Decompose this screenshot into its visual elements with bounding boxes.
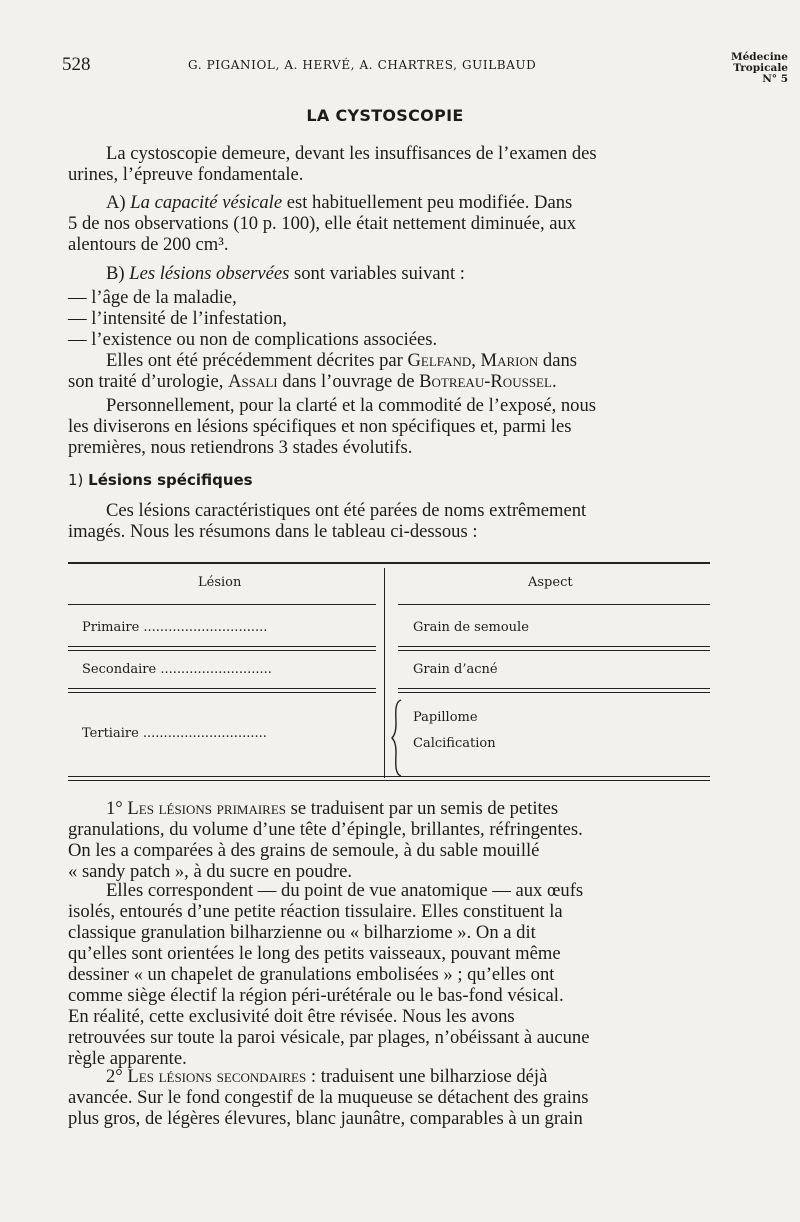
text-line: granulations, du volume d’une tête d’épingle, brillantes, réfringentes. (68, 819, 583, 840)
text-line: comme siège électif la région péri-urétérale ou le bas-fond vésical. (68, 985, 564, 1006)
text-span: . (551, 371, 557, 392)
text-span: dans l’ouvrage de (277, 371, 420, 392)
row-rule (68, 692, 376, 693)
table-row-aspect: Grain de semoule (413, 620, 529, 635)
text-line: classique granulation bilharzienne ou « bilharziome ». On a dit (68, 922, 536, 943)
authors-line: G. PIGANIOL, A. HERVÉ, A. CHARTRES, GUILBAUD (188, 58, 537, 72)
text-line (68, 1066, 710, 1087)
column-header-lesion: Lésion (198, 575, 242, 590)
text-line: 5 de nos observations (10 p. 100), elle était nettement diminuée, aux (68, 213, 577, 234)
row-rule (398, 692, 710, 693)
list-item: — l’âge de la maladie, (68, 287, 237, 308)
text-span: sont variables suivant : (289, 263, 465, 284)
row-rule (68, 604, 376, 605)
row-rule (398, 604, 710, 605)
paragraph-1 (68, 143, 710, 185)
text-line: les diviserons en lésions spécifiques et non spécifiques et, parmi les (68, 416, 572, 437)
text-line: premières, nous retiendrons 3 stades évolutifs. (68, 437, 413, 458)
list-item: — l’existence ou non de complications associées. (68, 329, 438, 350)
text-line: « sandy patch », à du sucre en poudre. (68, 861, 352, 882)
table-row-aspect: Calcification (413, 736, 496, 751)
column-header-aspect: Aspect (528, 575, 573, 590)
paragraph-9 (68, 1066, 710, 1129)
text-line: dessiner « un chapelet de granulations embolisées » ; qu’elles ont (68, 964, 555, 985)
curly-brace-icon (390, 698, 404, 778)
table-row-lesion: Secondaire ........................... (82, 662, 272, 677)
journal-name (722, 52, 788, 85)
row-rule (68, 688, 376, 689)
text-line: alentours de 200 cm³. (68, 234, 229, 255)
text-line: imagés. Nous les résumons dans le tableau ci-dessous : (68, 521, 478, 542)
text-line: En réalité, cette exclusivité doit être révisée. Nous les avons (68, 1006, 515, 1027)
text-span: , (471, 350, 481, 371)
author-name: Marion (480, 350, 539, 371)
text-line (68, 263, 710, 284)
row-rule (68, 646, 376, 647)
text-line: plus gros, de légères élevures, blanc jaunâtre, comparables à un grain (68, 1108, 583, 1129)
text-span: son traité d’urologie, (68, 371, 229, 392)
author-name: Assali (228, 371, 278, 392)
column-divider (384, 568, 385, 778)
text-line: isolés, entourés d’une petite réaction tissulaire. Elles constituent la (68, 901, 563, 922)
author-name: Gelfand (407, 350, 472, 371)
italic-term: Les lésions observées (129, 263, 290, 284)
table-row-aspect: Grain d’acné (413, 662, 498, 677)
section-number: 1) (68, 471, 89, 489)
paragraph-3 (68, 263, 710, 350)
text-line: urines, l’épreuve fondamentale. (68, 164, 304, 185)
text-span: est habituellement peu modifiée. Dans (282, 192, 573, 213)
table-row-aspect: Papillome (413, 710, 478, 725)
row-rule (398, 650, 710, 651)
journal-line-3: N° 5 (762, 73, 788, 85)
enum-label: 2° (106, 1066, 128, 1087)
page-number: 528 (62, 54, 91, 75)
italic-term: La capacité vésicale (130, 192, 283, 213)
paragraph-4 (68, 350, 710, 392)
paragraph-8 (68, 880, 710, 1069)
table-bottom-rule (68, 780, 710, 781)
text-line (68, 798, 710, 819)
paragraph-2 (68, 192, 710, 255)
table-top-rule (68, 562, 710, 564)
text-line: Personnellement, pour la clarté et la commodité de l’exposé, nous (106, 395, 597, 416)
enum-label: 1° (106, 798, 128, 819)
row-rule (68, 650, 376, 651)
paragraph-6 (68, 500, 710, 542)
text-span: dans (538, 350, 577, 371)
running-header (62, 52, 788, 92)
paragraph-7 (68, 798, 710, 882)
list-item: — l’intensité de l’infestation, (68, 308, 287, 329)
section-title: Lésions spécifiques (88, 471, 253, 489)
text-line: On les a comparées à des grains de semoule, à du sable mouillé (68, 840, 540, 861)
inline-heading: Les lésions primaires (127, 798, 287, 819)
row-rule (398, 688, 710, 689)
text-line: Ces lésions caractéristiques ont été parées de noms extrêmement (106, 500, 587, 521)
inline-heading: Les lésions secondaires (127, 1066, 307, 1087)
paragraph-5 (68, 395, 710, 458)
author-name: Botreau-Roussel (419, 371, 552, 392)
text-line: qu’elles sont orientées le long des petits vaisseaux, pouvant même (68, 943, 561, 964)
text-span: se traduisent par un semis de petites (286, 798, 559, 819)
journal-line-1: Médecine (730, 51, 788, 63)
text-line: retrouvées sur toute la paroi vésicale, par plages, n’obéissant à aucune (68, 1027, 590, 1048)
text-line: La cystoscopie demeure, devant les insuffisances de l’examen des (106, 143, 597, 164)
text-line (68, 350, 710, 371)
text-line (68, 371, 710, 392)
table-bottom-rule (68, 776, 710, 777)
lesion-table (68, 562, 710, 780)
enum-label: B) (106, 263, 130, 284)
section-heading-cystoscopie: LA CYSTOSCOPIE (306, 106, 464, 125)
text-line: avancée. Sur le fond congestif de la muqueuse se détachent des grains (68, 1087, 589, 1108)
text-line (68, 192, 710, 213)
subsection-heading (68, 471, 253, 489)
journal-line-2: Tropicale (733, 62, 788, 74)
text-line: Elles correspondent — du point de vue anatomique — aux œufs (106, 880, 584, 901)
text-span: Elles ont été précédemment décrites par (106, 350, 408, 371)
row-rule (398, 646, 710, 647)
text-line: règle apparente. (68, 1048, 187, 1069)
text-span: : traduisent une bilharziose déjà (306, 1066, 548, 1087)
table-row-lesion: Primaire .............................. (82, 620, 268, 635)
table-row-lesion: Tertiaire .............................. (82, 726, 267, 741)
enum-label: A) (106, 192, 131, 213)
